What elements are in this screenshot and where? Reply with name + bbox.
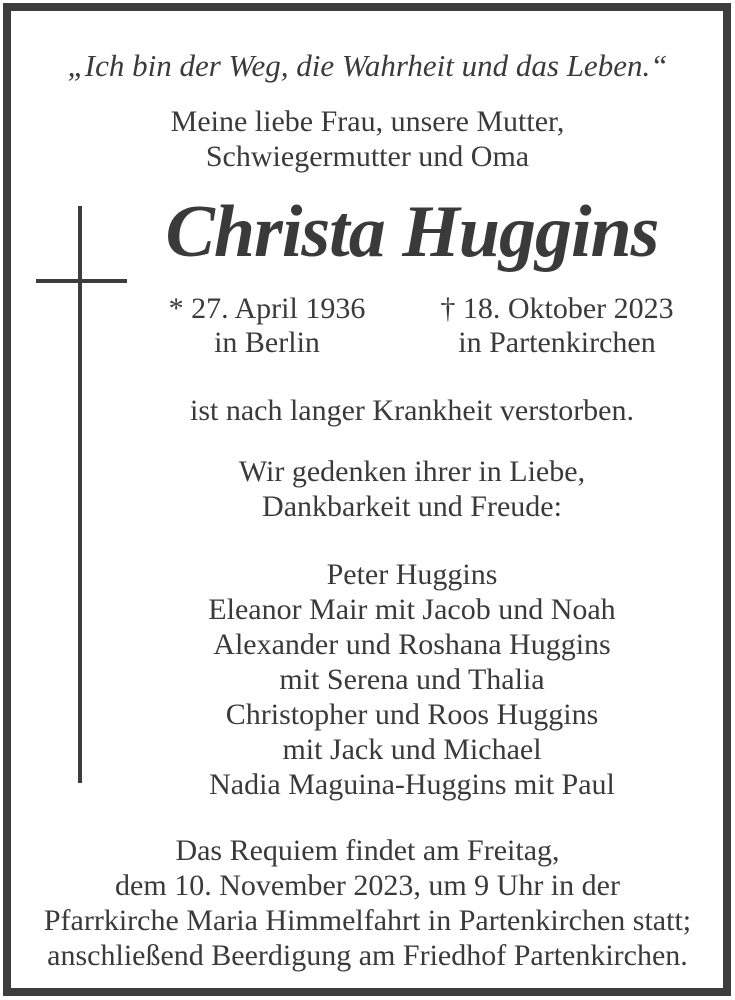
cross-vertical-bar	[78, 206, 82, 783]
cross-horizontal-bar	[36, 279, 127, 283]
funeral-line: Das Requiem findet am Freitag,	[175, 834, 560, 867]
mourner-line: Peter Huggins	[326, 558, 498, 591]
birth-info	[122, 292, 412, 360]
death-dagger-icon: †	[440, 292, 456, 325]
birth-date-line	[122, 292, 412, 326]
death-place: in Partenkirchen	[458, 326, 656, 359]
mourner-line: Nadia Maguina-Huggins mit Paul	[209, 768, 615, 801]
scripture-quote: „Ich bin der Weg, die Wahrheit und das Leben.“	[67, 48, 668, 83]
death-date: 18. Oktober 2023	[462, 292, 674, 325]
mourner-line: Christopher und Roos Huggins	[225, 698, 599, 731]
birth-date: 27. April 1936	[191, 292, 366, 325]
salutation-line: Meine liebe Frau, unsere Mutter,	[170, 105, 565, 138]
birth-place: in Berlin	[214, 326, 320, 359]
funeral-details	[11, 833, 724, 973]
main-section	[122, 190, 702, 802]
death-statement: ist nach langer Krankheit verstorben.	[189, 394, 634, 427]
vital-dates	[122, 292, 702, 360]
funeral-line: Pfarrkirche Maria Himmelfahrt in Partenkirchen statt;	[43, 904, 692, 937]
funeral-line: dem 10. November 2023, um 9 Uhr in der	[115, 869, 620, 902]
funeral-line: anschließend Beerdigung am Friedhof Partenkirchen.	[47, 939, 688, 972]
death-info	[412, 292, 702, 360]
birth-star-symbol: *	[168, 292, 184, 325]
salutation	[11, 104, 724, 174]
death-date-line	[412, 292, 702, 326]
remembrance-line: Wir gedenken ihrer in Liebe,	[238, 455, 586, 488]
remembrance	[122, 454, 702, 524]
mourner-line: Alexander und Roshana Huggins	[213, 628, 611, 661]
remembrance-line: Dankbarkeit und Freude:	[262, 490, 562, 523]
mourner-line: mit Jack und Michael	[282, 733, 542, 766]
deceased-name: Christa Huggins	[165, 191, 659, 273]
mourner-line: Eleanor Mair mit Jacob und Noah	[208, 593, 616, 626]
mourner-line: mit Serena und Thalia	[279, 663, 545, 696]
mourners-list	[122, 557, 702, 802]
salutation-line: Schwiegermutter und Oma	[205, 140, 530, 173]
